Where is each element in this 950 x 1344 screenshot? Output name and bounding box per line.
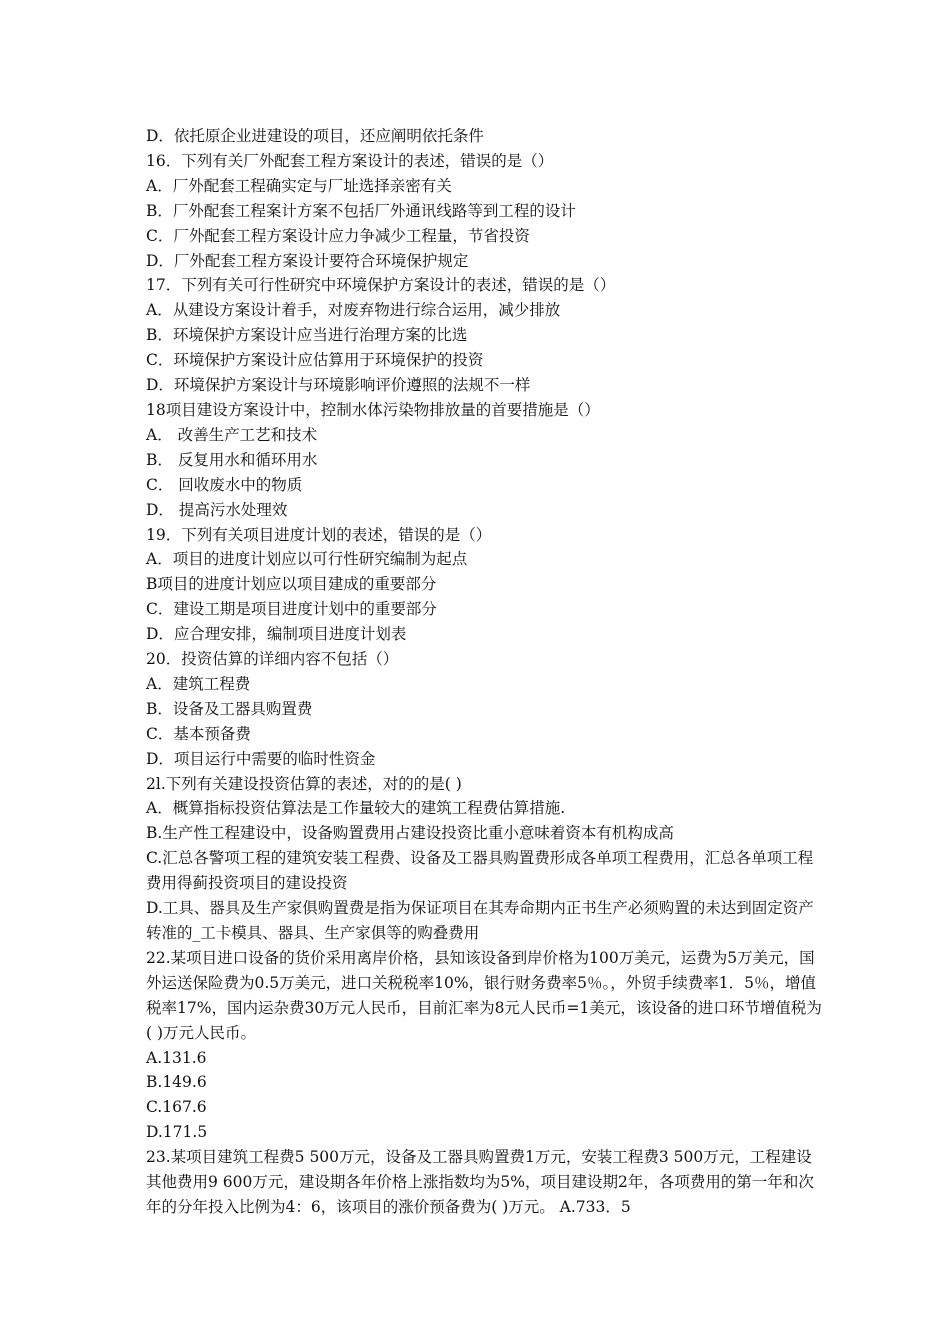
question-16: 16．下列有关厂外配套工程方案设计的表述，错误的是（）: [146, 151, 554, 170]
question-19: 19．下列有关项目进度计划的表述，错误的是（）: [146, 525, 492, 544]
option-line: D．项目运行中需要的临时性资金: [146, 749, 376, 768]
option-line: A.131.6: [146, 1048, 207, 1067]
option-line: C．建设工期是项目进度计划中的重要部分: [146, 600, 437, 619]
option-line: A．概算指标投资估算法是工作量较大的建筑工程费估算措施.: [146, 799, 566, 818]
option-line: D.171.5: [146, 1123, 208, 1142]
document-page: [146, 124, 826, 1220]
option-line: D． 提高污水处理效: [146, 500, 288, 519]
option-line: D．厂外配套工程方案设计要符合环境保护规定: [146, 251, 469, 270]
option-line: B． 反复用水和循环用水: [146, 450, 318, 469]
question-17: 17．下列有关可行性研究中环境保护方案设计的表述，错误的是（）: [146, 276, 616, 295]
question-23: 23.某项目建筑工程费5 500万元，设备及工器具购置费1万元，安装工程费3 500万元，工程建设其他费用9 600万元，建设期各年价格上涨指数均为5%，项目建设期2年，各项费用的第一年和次年的分年投入比例为4：6，该项目的涨价预备费为( )万元。 A.733．5: [146, 1148, 814, 1216]
option-line: C．厂外配套工程方案设计应力争减少工程量，节省投资: [146, 226, 530, 245]
option-line: B．设备及工器具购置费: [146, 699, 313, 718]
option-line: B．环境保护方案设计应当进行治理方案的比选: [146, 326, 468, 345]
option-line: B.生产性工程建设中，设备购置费用占建设投资比重小意味着资本有机构成高: [146, 824, 674, 843]
option-paragraph: C.汇总各警项工程的建筑安装工程费、设备及工器具购置费形成各单项工程费用，汇总各单项工程费用得蓟投资项目的建设投资: [146, 849, 814, 893]
option-line: C． 回收废水中的物质: [146, 475, 303, 494]
option-line: D．环境保护方案设计与环境影响评价遵照的法规不一样: [146, 376, 531, 395]
option-paragraph: D.工具、器具及生产家俱购置费是指为保证项目在其寿命期内正书生产必须购置的未达到固定资产转准的_工卡模具、器具、生产家俱等的购叠费用: [146, 899, 814, 942]
option-line: B．厂外配套工程案计方案不包括厂外通讯线路等到工程的设计: [146, 201, 576, 220]
option-line: C．环境保护方案设计应估算用于环境保护的投资: [146, 351, 484, 370]
question-18: 18项目建设方案设计中，控制水体污染物排放量的首要措施是（）: [146, 400, 600, 419]
text-line: D．依托原企业进建设的项目，还应阐明依托条件: [146, 127, 484, 145]
option-line: A．建筑工程费: [146, 674, 251, 693]
question-20: 20．投资估算的详细内容不包括（）: [146, 650, 399, 669]
question-21: 2l.下列有关建设投资估算的表述，对的的是( ): [146, 774, 462, 793]
option-line: A．厂外配套工程确实定与厂址选择亲密有关: [146, 176, 452, 195]
option-line: D．应合理安排，编制项目进度计划表: [146, 625, 407, 644]
option-line: A．从建设方案设计着手，对废弃物进行综合运用，减少排放: [146, 301, 561, 320]
option-line: B.149.6: [146, 1073, 207, 1092]
option-line: A． 改善生产工艺和技术: [146, 425, 318, 444]
question-22: 22.某项目进口设备的货价采用离岸价格，县知该设备到岸价格为100万美元，运费为5万美元，国外运送保险费为0.5万美元，进口关税税率10%，银行财务费率5％。，外贸手续费率1．5％，增值税率17%，国内运杂费30万元人民币，目前汇率为8元人民币=1美元，该设备的进口环节增值税为( )万元人民币。: [146, 948, 822, 1042]
option-line: A．项目的进度计划应以可行性研究编制为起点: [146, 550, 468, 569]
option-line: C．基本预备费: [146, 724, 251, 743]
option-line: B项目的进度计划应以项目建成的重要部分: [146, 575, 437, 594]
option-line: C.167.6: [146, 1098, 207, 1117]
